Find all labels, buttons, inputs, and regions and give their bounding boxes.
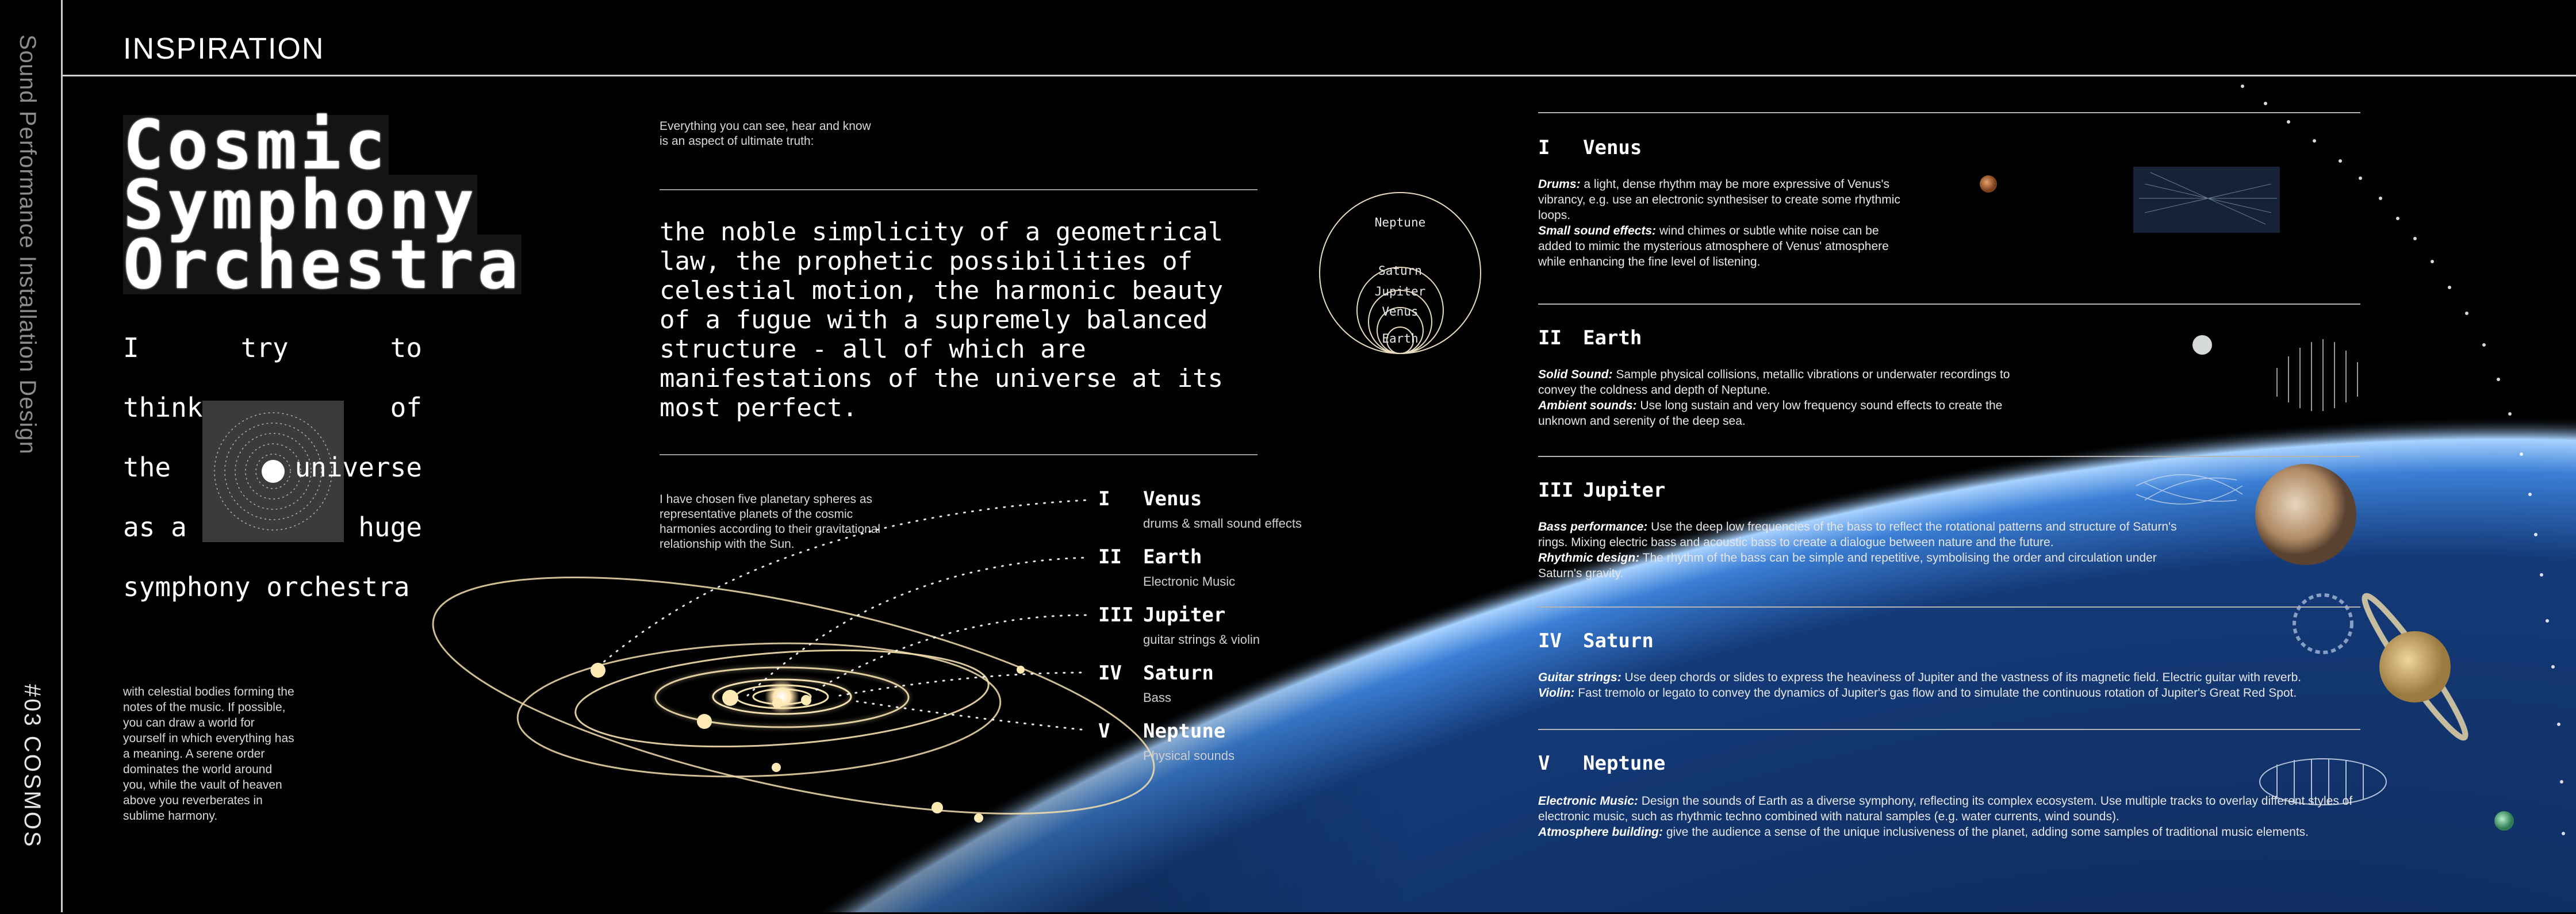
- legend-item-venus: I Venus drums & small sound effects: [1098, 487, 1302, 531]
- section-heading: IV Saturn: [1538, 629, 1654, 652]
- section-heading: III Jupiter: [1538, 479, 1666, 502]
- nest-label-saturn: Saturn: [1378, 264, 1422, 278]
- jupiter-planet: [2255, 464, 2356, 565]
- section-body: Bass performance: Use the deep low frequencies of the bass to reflect the rotational patterns and structure of Saturn's rings. Mixing electric bass and acoustic bass to create a dialogue between nature and the future. Rhythmic design: The rhythm of the bass can be simple and repetitive, symbolising the order and circulation under Saturn's gravity.: [1538, 520, 2177, 580]
- dotted-leader-lines: [598, 500, 1087, 730]
- left-paragraph: with celestial bodies forming the notes of the music. If possible, you can draw a world for yourself in which everything has a meaning. A serene order dominates the world around you, while the vault of heaven above you reverberates in sublime harmony.: [123, 685, 294, 823]
- statement-row: I try to: [123, 332, 422, 363]
- divider: [1538, 606, 2360, 608]
- section-body: Guitar strings: Use deep chords or slides to express the heaviness of Jupiter and the vastness of its magnetic field. Electric guitar with reverb. Violin: Fast tremolo or legato to convey the dynamics of Jupiter's gas flow and to simulate the continuous rotation of Jupiter's Great Red Spot.: [1538, 671, 2302, 700]
- section-body: Solid Sound: Sample physical collisions, metallic vibrations or underwater recordings to convey the coldness and depth of Neptune. Ambient sounds: Use long sustain and very low frequency sound effects to create the unknown and serenity of the deep sea.: [1538, 368, 2010, 428]
- title-line-3: Orchestra: [123, 225, 522, 304]
- dotted-trajectory: [2241, 85, 2565, 835]
- nest-label-earth: Earth: [1382, 332, 1419, 345]
- legend-item-saturn: IV Saturn Bass: [1098, 662, 1214, 705]
- divider: [660, 454, 1258, 455]
- section-title: INSPIRATION: [123, 32, 325, 66]
- nest-label-jupiter: Jupiter: [1374, 285, 1426, 298]
- intro-caption: Everything you can see, hear and know is an aspect of ultimate truth:: [660, 120, 871, 148]
- statement-row: symphony orchestra: [123, 571, 410, 602]
- nest-label-venus: Venus: [1382, 305, 1419, 318]
- sun: [765, 679, 799, 714]
- planet-legend: [1098, 487, 1386, 778]
- legend-item-neptune: V Neptune Physical sounds: [1098, 720, 1235, 763]
- divider: [1538, 729, 2360, 730]
- sidebar-issue-label: #03 COSMOS: [20, 684, 45, 848]
- divider: [1538, 304, 2360, 305]
- planet-intro-text: I have chosen five planetary spheres as representative planets of the cosmic harmonies according to their gravitational relationship with the Sun.: [660, 493, 881, 551]
- divider: [1538, 456, 2360, 457]
- earth-planet: [2192, 335, 2212, 355]
- title-line-2: Symphony: [123, 165, 478, 244]
- saturn-planet: [2356, 590, 2474, 744]
- sidebar: [0, 0, 63, 912]
- venus-planet: [1980, 175, 1997, 193]
- statement-row: the universe: [123, 452, 422, 483]
- earth-sound-visual: [2277, 339, 2358, 411]
- neptune-planet: [2494, 811, 2514, 831]
- venus-sound-visual: [2133, 167, 2280, 233]
- section-heading: II Earth: [1538, 327, 1642, 350]
- nested-planet-circles: [1317, 190, 1483, 356]
- divider: [1538, 112, 2360, 113]
- legend-item-jupiter: III Jupiter guitar strings & violin: [1098, 604, 1260, 647]
- statement-row: as a huge: [123, 512, 422, 543]
- quote-text: the noble simplicity of a geometrical law, the prophetic possibilities of celestial motion, the harmonic beauty of a fugue with a supremely balanced structure - all of which are manifestations of the universe at its most perfect.: [660, 217, 1224, 423]
- section-heading: I Venus: [1538, 136, 1642, 159]
- statement-row: think of: [123, 392, 422, 423]
- section-body: Drums: a light, dense rhythm may be more expressive of Venus's vibrancy, e.g. use an electronic synthesiser to create some rhythmic loops. Small sound effects: wind chimes or subtle white noise can be added to mimic the mysterious atmosphere of Venus' atmosphere while enhancing the fine level of listening.: [1538, 178, 1900, 268]
- jupiter-sound-visual: [2136, 475, 2242, 504]
- main-title: [123, 105, 595, 304]
- section-heading: V Neptune: [1538, 752, 1666, 775]
- sidebar-vertical-title: Sound Performance Installation Design: [15, 34, 40, 455]
- section-body: Electronic Music: Design the sounds of Earth as a diverse symphony, reflecting its complex ecosystem. Use multiple tracks to overlay different styles of electronic music, such as rhythmic techno combined with natural samples (e.g. water currents, wind sounds). Atmosphere building: give the audience a sense of the unique inclusiveness of the planet, adding some samples of traditional music elements.: [1538, 794, 2353, 839]
- divider: [660, 189, 1258, 190]
- nest-label-neptune: Neptune: [1374, 216, 1426, 229]
- legend-item-earth: II Earth Electronic Music: [1098, 546, 1236, 589]
- title-line-1: Cosmic: [123, 105, 389, 185]
- saturn-sound-visual: [2294, 595, 2352, 652]
